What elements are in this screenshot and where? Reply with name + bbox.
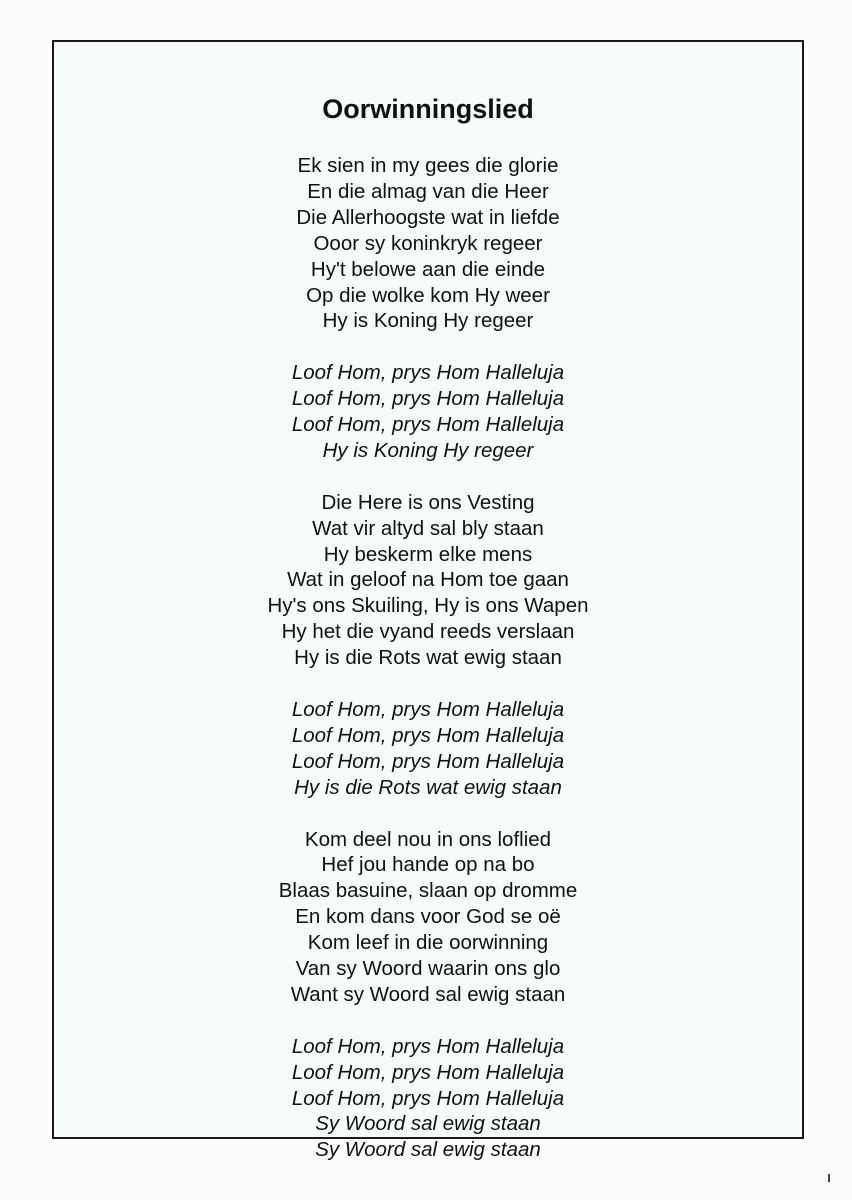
lyric-line: Hy beskerm elke mens [323, 542, 533, 566]
lyrics-body [54, 153, 802, 1189]
refrain-stanza [54, 697, 802, 801]
refrain-stanza [54, 360, 802, 464]
lyric-line: Hef jou hande op na bo [321, 853, 535, 877]
verse-stanza [54, 490, 802, 671]
page-edge-mark [828, 1174, 830, 1182]
refrain-stanza [54, 1034, 802, 1164]
lyric-line: Kom deel nou in ons loflied [304, 827, 552, 851]
lyric-line: Die Allerhoogste wat in liefde [296, 205, 560, 229]
lyric-line: Loof Hom, prys Hom Halleluja [291, 387, 565, 411]
lyric-line: Hy is Koning Hy regeer [322, 309, 534, 333]
lyric-line: Kom leef in die oorwinning [307, 931, 549, 955]
lyric-line: Hy het die vyand reeds verslaan [281, 620, 575, 644]
lyric-line: Hy's ons Skuiling, Hy is ons Wapen [267, 594, 589, 618]
lyric-line: En kom dans voor God se oë [295, 905, 561, 929]
lyrics-frame [52, 40, 804, 1162]
lyric-line: Op die wolke kom Hy weer [306, 283, 550, 307]
lyric-line: Sy Woord sal ewig staan [315, 1138, 541, 1162]
lyric-line: Wat vir altyd sal bly staan [312, 516, 544, 540]
song-title: Oorwinningslied [322, 94, 534, 124]
lyric-line: Loof Hom, prys Hom Halleluja [291, 697, 565, 721]
lyric-line: Van sy Woord waarin ons glo [295, 957, 561, 981]
lyric-line: Loof Hom, prys Hom Halleluja [291, 413, 565, 437]
lyric-line: Hy is Koning Hy regeer [322, 438, 534, 462]
lyric-line: Sy Woord sal ewig staan [315, 1112, 541, 1136]
lyric-line: Ek sien in my gees die glorie [297, 154, 559, 177]
lyric-line: Ooor sy koninkryk regeer [313, 231, 543, 255]
lyric-line: Loof Hom, prys Hom Halleluja [291, 723, 565, 747]
lyric-line: Wat in geloof na Hom toe gaan [287, 568, 569, 592]
verse-stanza [54, 153, 802, 334]
lyric-line: En die almag van die Heer [307, 179, 549, 203]
lyric-line: Hy't belowe aan die einde [310, 257, 546, 281]
lyric-line: Hy is die Rots wat ewig staan [294, 646, 562, 670]
lyric-line: Want sy Woord sal ewig staan [290, 982, 566, 1006]
lyric-line: Die Here is ons Vesting [321, 490, 535, 514]
verse-stanza [54, 827, 802, 1008]
lyric-line: Blaas basuine, slaan op dromme [278, 879, 578, 903]
lyric-line: Hy is die Rots wat ewig staan [294, 775, 562, 799]
lyric-line: Loof Hom, prys Hom Halleluja [291, 1034, 565, 1058]
lyric-line: Loof Hom, prys Hom Halleluja [291, 361, 565, 385]
lyric-line: Loof Hom, prys Hom Halleluja [291, 1086, 565, 1110]
lyric-line: Loof Hom, prys Hom Halleluja [291, 1060, 565, 1084]
lyric-line: Loof Hom, prys Hom Halleluja [291, 749, 565, 773]
